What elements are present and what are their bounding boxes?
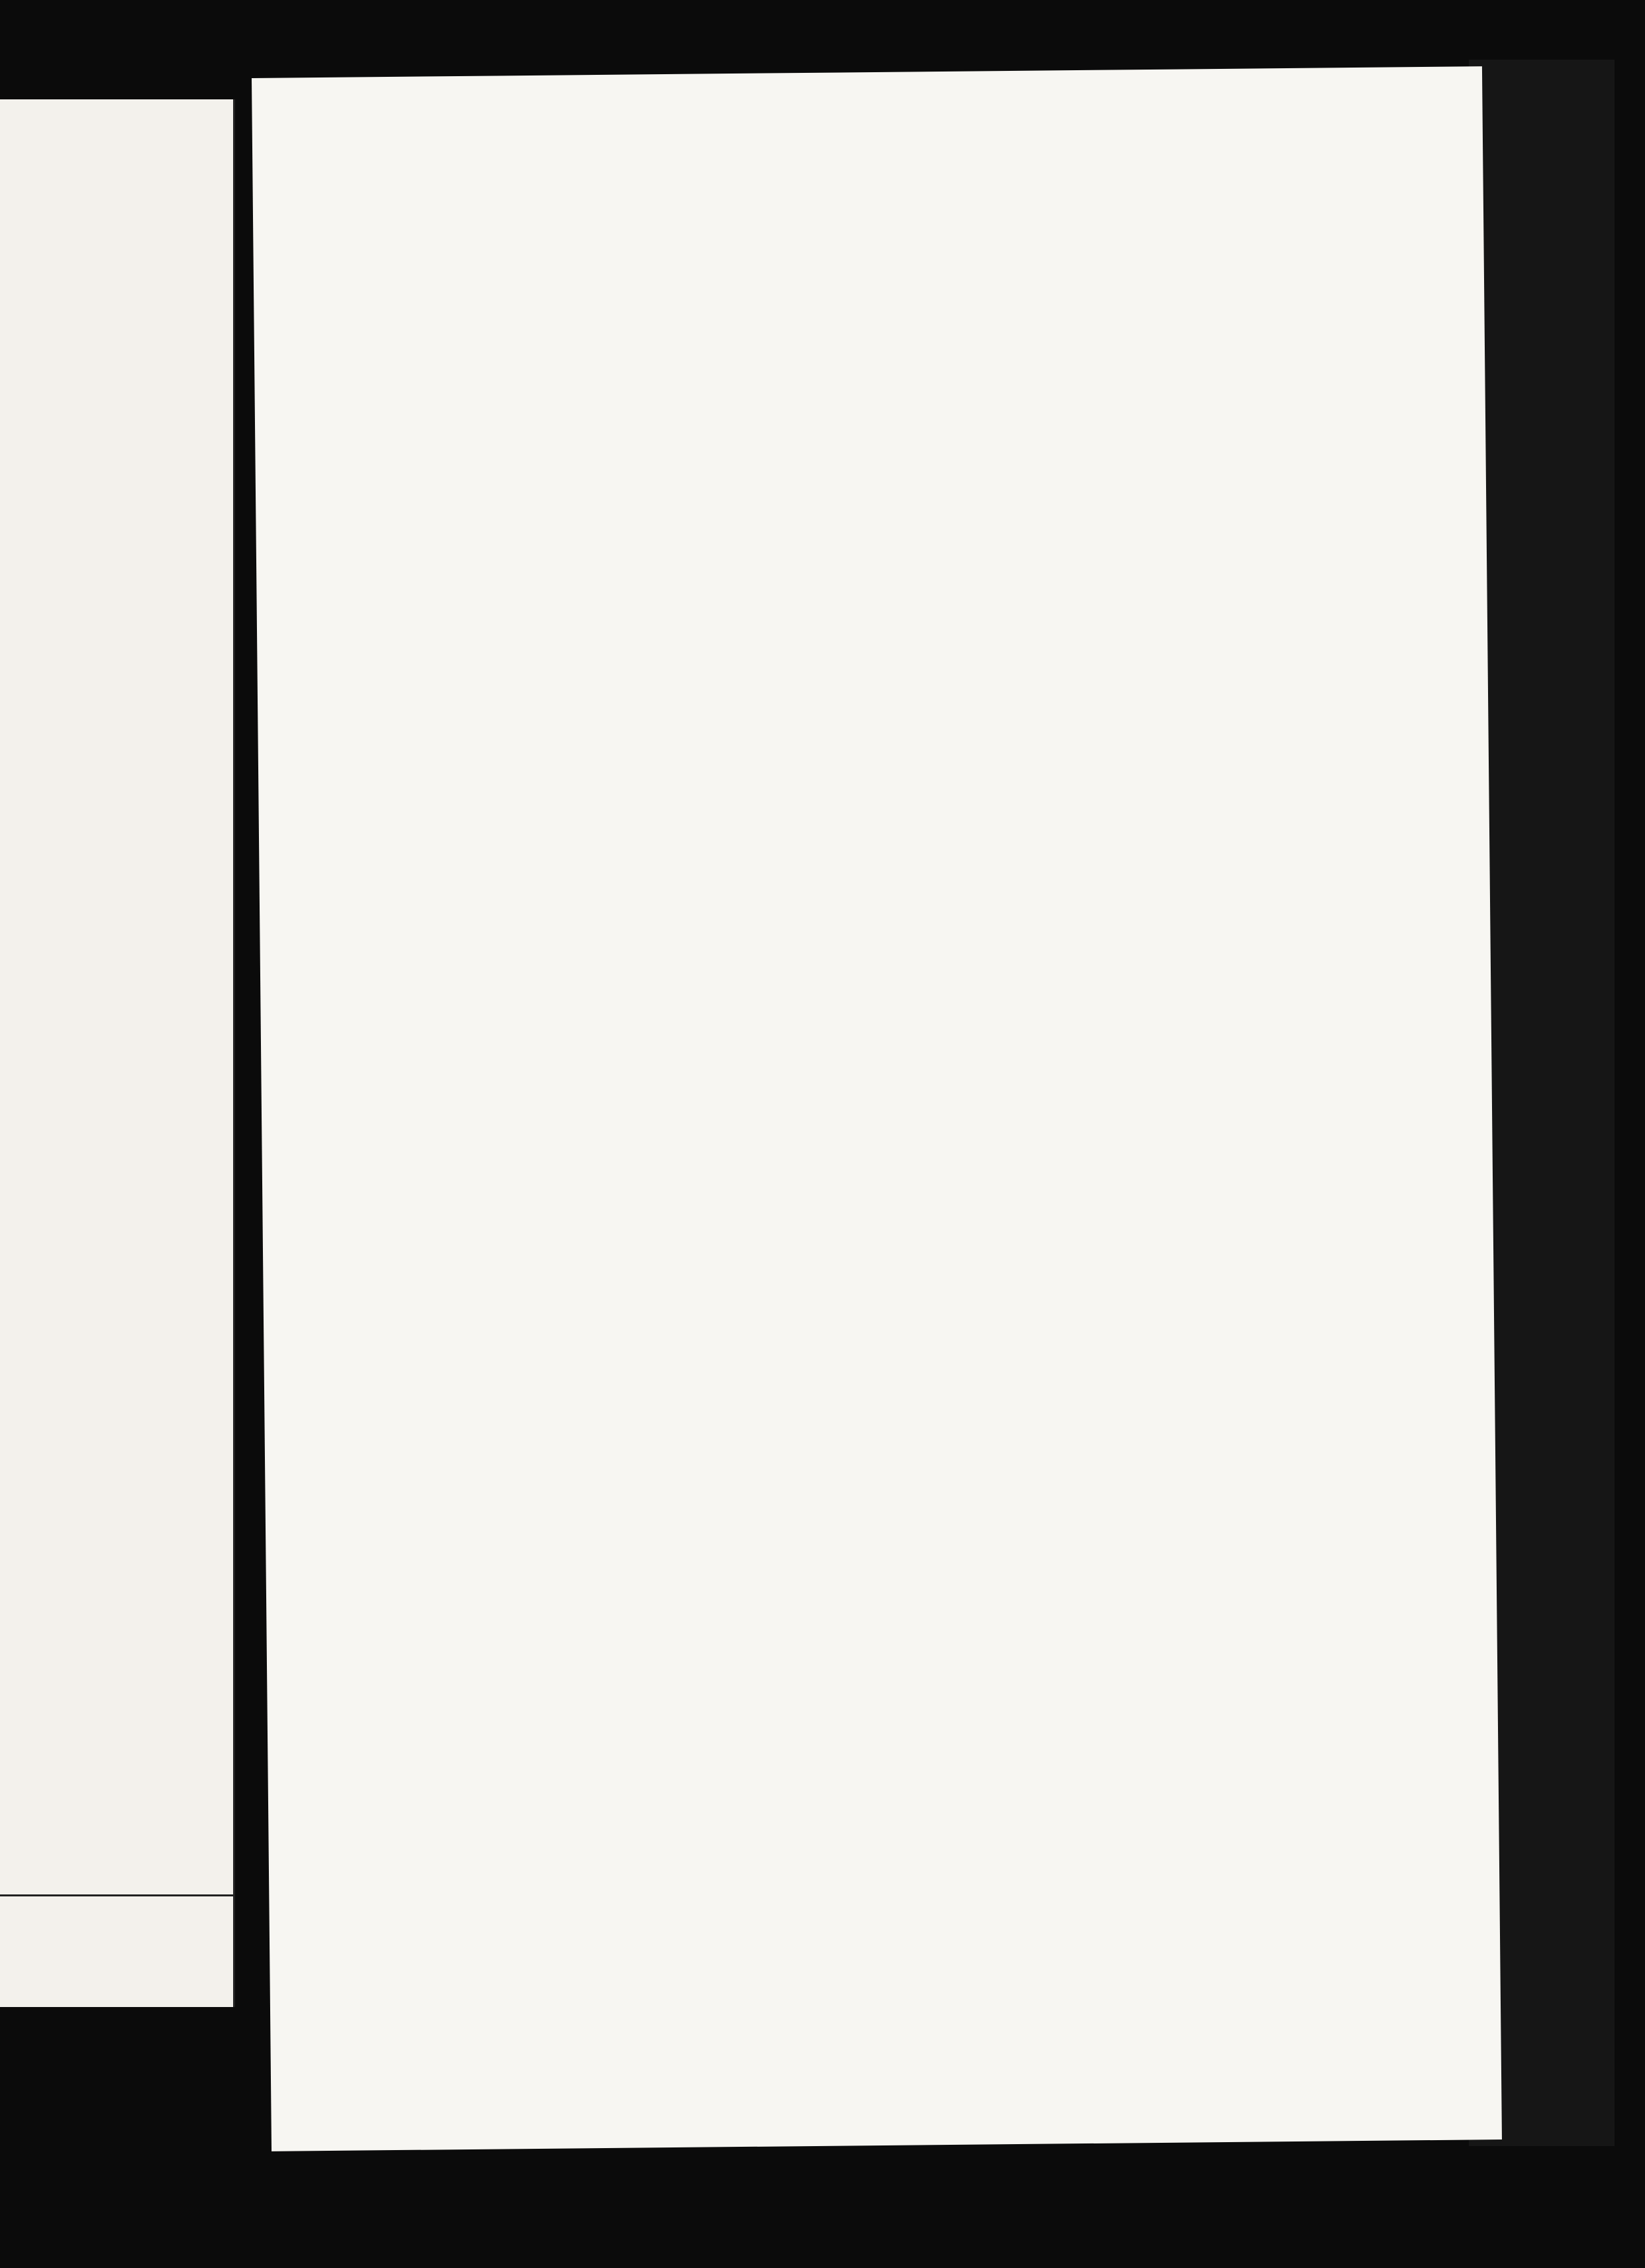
left-page <box>0 99 235 2007</box>
footnote-rule <box>0 1894 233 1896</box>
right-page <box>252 66 1502 2151</box>
strata-table <box>252 66 1482 78</box>
body-paragraph <box>366 240 1293 249</box>
